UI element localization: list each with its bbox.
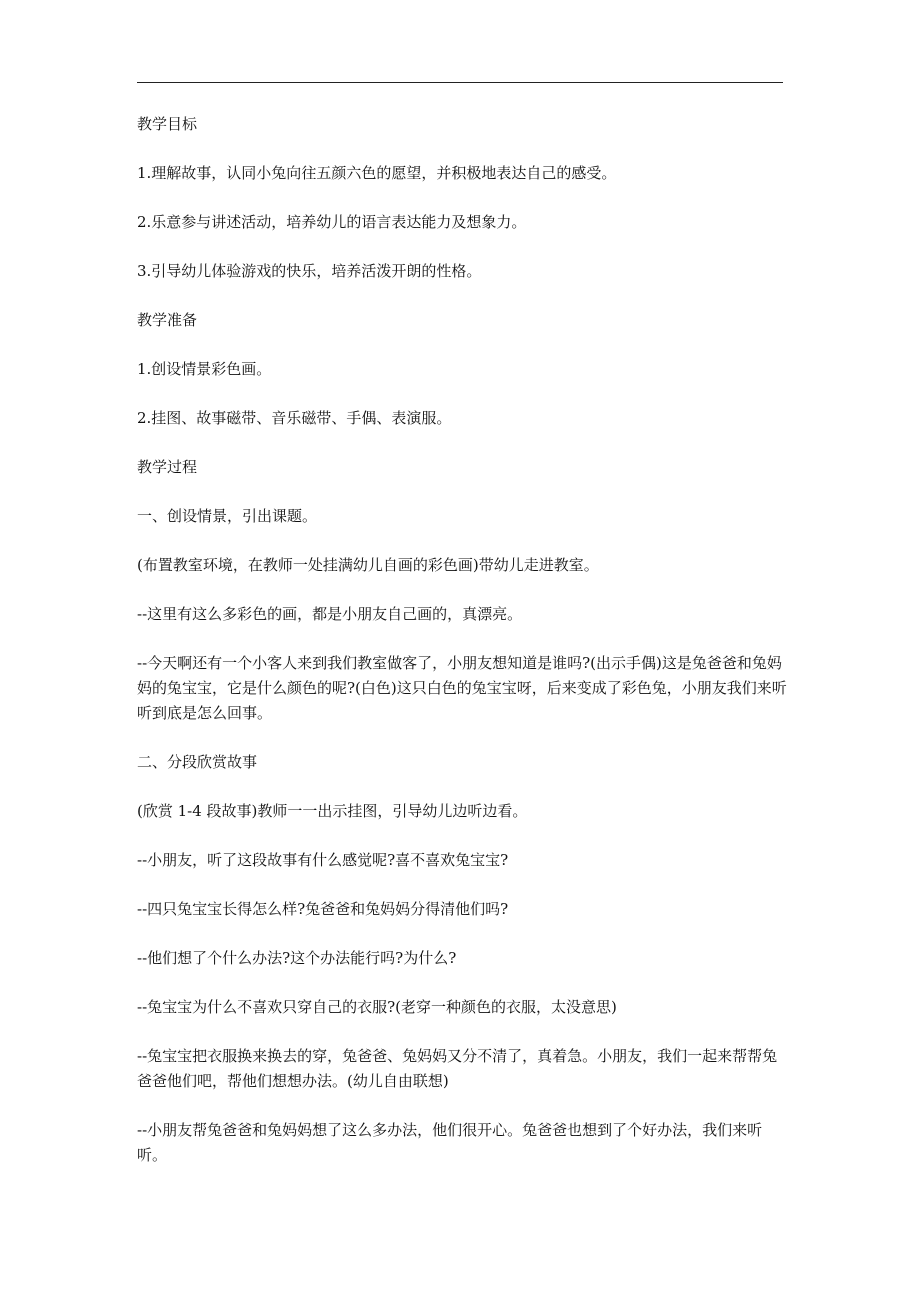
process-paragraph: --今天啊还有一个小客人来到我们教室做客了，小朋友想知道是谁吗?(出示手偶)这是兔爸爸和兔妈妈的兔宝宝，它是什么颜色的呢?(白色)这只白色的兔宝宝呀，后来变成了彩色兔，小朋友我们来听听到底是怎么回事。 [137, 654, 787, 722]
section-heading-preparation: 教学准备 [137, 311, 198, 329]
process-paragraph: (欣赏 1-4 段故事)教师一一出示挂图，引导幼儿边听边看。 [137, 802, 528, 820]
section-heading-process: 教学过程 [137, 458, 198, 476]
preparation-item: 2.挂图、故事磁带、音乐磁带、手偶、表演服。 [137, 409, 452, 427]
document-body [137, 112, 787, 1168]
objective-item: 1.理解故事，认同小兔向往五颜六色的愿望，并积极地表达自己的感受。 [137, 164, 617, 182]
process-paragraph: --小朋友，听了这段故事有什么感觉呢?喜不喜欢兔宝宝? [137, 851, 509, 869]
process-paragraph: --兔宝宝把衣服换来换去的穿，兔爸爸、兔妈妈又分不清了，真着急。小朋友，我们一起来帮帮兔爸爸他们吧，帮他们想想办法。(幼儿自由联想) [137, 1047, 778, 1090]
process-step-heading: 二、分段欣赏故事 [137, 753, 258, 771]
process-step-heading: 一、创设情景，引出课题。 [137, 507, 318, 525]
objective-item: 2.乐意参与讲述活动，培养幼儿的语言表达能力及想象力。 [137, 213, 527, 231]
objective-item: 3.引导幼儿体验游戏的快乐，培养活泼开朗的性格。 [137, 262, 482, 280]
process-paragraph: --兔宝宝为什么不喜欢只穿自己的衣服?(老穿一种颜色的衣服，太没意思) [137, 998, 617, 1016]
process-paragraph: --四只兔宝宝长得怎么样?兔爸爸和兔妈妈分得清他们吗? [137, 900, 509, 918]
section-heading-objectives: 教学目标 [137, 115, 198, 133]
preparation-item: 1.创设情景彩色画。 [137, 360, 272, 378]
header-rule [137, 82, 783, 83]
process-paragraph: --这里有这么多彩色的画，都是小朋友自己画的，真漂亮。 [137, 605, 523, 623]
process-paragraph: --小朋友帮兔爸爸和兔妈妈想了这么多办法，他们很开心。兔爸爸也想到了个好办法，我们来听听。 [137, 1121, 763, 1164]
process-paragraph: (布置教室环境，在教师一处挂满幼儿自画的彩色画)带幼儿走进教室。 [137, 556, 599, 574]
process-paragraph: --他们想了个什么办法?这个办法能行吗?为什么? [137, 949, 457, 967]
